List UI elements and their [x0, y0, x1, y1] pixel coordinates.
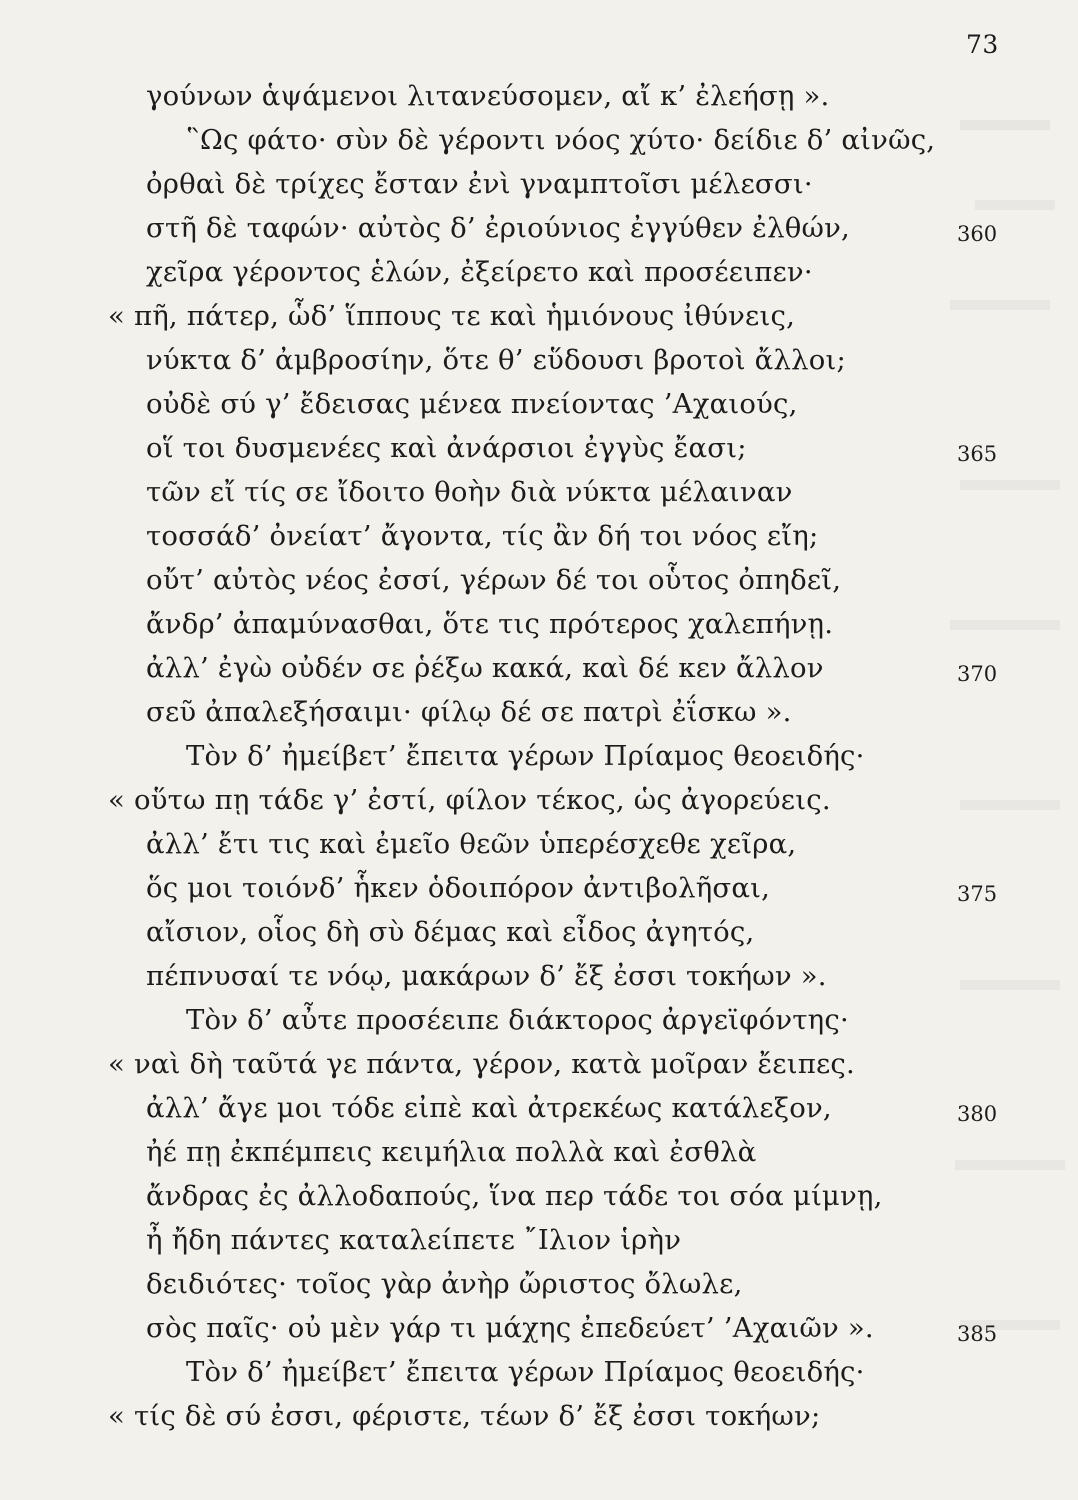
verse-line: στῆ δὲ ταφών· αὐτὸς δ’ ἐριούνιος ἐγγύθεν ἐλθών, — [146, 212, 850, 244]
verse-line: « ναὶ δὴ ταῦτά γε πάντα, γέρον, κατὰ μοῖραν ἔειπες. — [108, 1048, 855, 1080]
verse-line: τῶν εἴ τίς σε ἴδοιτο θοὴν διὰ νύκτα μέλαιναν — [146, 476, 793, 508]
verse-line: νύκτα δ’ ἀμβροσίην, ὅτε θ’ εὕδουσι βροτοὶ ἄλλοι; — [146, 344, 846, 376]
line-number: 365 — [957, 442, 998, 466]
verse-line: ῝Ως φάτο· σὺν δὲ γέροντι νόος χύτο· δείδιε δ’ αἰνῶς, — [186, 124, 936, 156]
verse-line: ὅς μοι τοιόνδ’ ἧκεν ὁδοιπόρον ἀντιβολῆσαι, — [146, 872, 771, 904]
verse-line: ἦ ἤδη πάντες καταλείπετε ῎Ιλιον ἱρὴν — [146, 1224, 682, 1256]
line-number: 375 — [957, 882, 998, 906]
verse-line: σεῦ ἀπαλεξήσαιμι· φίλῳ δέ σε πατρὶ ἐΐσκω ». — [146, 696, 792, 728]
line-number: 385 — [957, 1322, 998, 1346]
verse-line: ἄνδρας ἐς ἀλλοδαπούς, ἵνα περ τάδε τοι σόα μίμνῃ, — [146, 1180, 883, 1212]
verse-line: δειδιότες· τοῖος γὰρ ἀνὴρ ὤριστος ὄλωλε, — [146, 1268, 743, 1300]
verse-line: πέπνυσαί τε νόῳ, μακάρων δ’ ἔξ ἐσσι τοκήων ». — [146, 960, 827, 992]
line-number: 380 — [957, 1102, 998, 1126]
verse-line: « τίς δὲ σύ ἐσσι, φέριστε, τέων δ’ ἔξ ἐσσι τοκήων; — [108, 1400, 821, 1432]
verse-line: γούνων ἁψάμενοι λιτανεύσομεν, αἴ κ’ ἐλεήσῃ ». — [146, 80, 830, 112]
verse-line: χεῖρα γέροντος ἑλών, ἐξείρετο καὶ προσέειπεν· — [146, 256, 813, 288]
verse-line: οἵ τοι δυσμενέες καὶ ἀνάρσιοι ἐγγὺς ἔασι; — [146, 432, 747, 464]
verse-line: οὔτ’ αὐτὸς νέος ἐσσί, γέρων δέ τοι οὗτος ὀπηδεῖ, — [146, 564, 842, 596]
page-number: 73 — [966, 30, 999, 59]
verse-line: « πῆ, πάτερ, ὧδ’ ἵππους τε καὶ ἡμιόνους ἰθύνεις, — [108, 300, 796, 332]
verse-line: σὸς παῖς· οὐ μὲν γάρ τι μάχης ἐπεδεύετ’ ’Αχαιῶν ». — [146, 1312, 874, 1344]
verse-line: ἀλλ’ ἐγὼ οὐδέν σε ῥέξω κακά, καὶ δέ κεν ἄλλον — [146, 652, 824, 684]
line-number: 370 — [957, 662, 998, 686]
verse-line: ἀλλ’ ἄγε μοι τόδε εἰπὲ καὶ ἀτρεκέως κατάλεξον, — [146, 1092, 832, 1124]
verse-line: οὐδὲ σύ γ’ ἔδεισας μένεα πνείοντας ’Αχαιούς, — [146, 388, 798, 420]
verse-line: αἴσιον, οἷος δὴ σὺ δέμας καὶ εἶδος ἀγητός, — [146, 916, 755, 948]
verse-line: ἀλλ’ ἔτι τις καὶ ἐμεῖο θεῶν ὑπερέσχεθε χεῖρα, — [146, 828, 797, 860]
verse-line: ὀρθαὶ δὲ τρίχες ἔσταν ἐνὶ γναμπτοῖσι μέλεσσι· — [146, 168, 813, 200]
line-number: 360 — [957, 222, 998, 246]
verse-line: Τὸν δ’ ἠμείβετ’ ἔπειτα γέρων Πρίαμος θεοειδής· — [186, 1356, 865, 1388]
verse-line: Τὸν δ’ ἠμείβετ’ ἔπειτα γέρων Πρίαμος θεοειδής· — [186, 740, 865, 772]
verse-line: Τὸν δ’ αὖτε προσέειπε διάκτορος ἀργεϊφόντης· — [186, 1004, 849, 1036]
verse-line: ἠέ πῃ ἐκπέμπεις κειμήλια πολλὰ καὶ ἐσθλὰ — [146, 1136, 757, 1168]
verse-line: ἄνδρ’ ἀπαμύνασθαι, ὅτε τις πρότερος χαλεπήνῃ. — [146, 608, 834, 640]
verse-line: « οὕτω πῃ τάδε γ’ ἐστί, φίλον τέκος, ὡς ἀγορεύεις. — [108, 784, 831, 816]
verse-line: τοσσάδ’ ὀνείατ’ ἄγοντα, τίς ἂν δή τοι νόος εἴη; — [146, 520, 819, 552]
